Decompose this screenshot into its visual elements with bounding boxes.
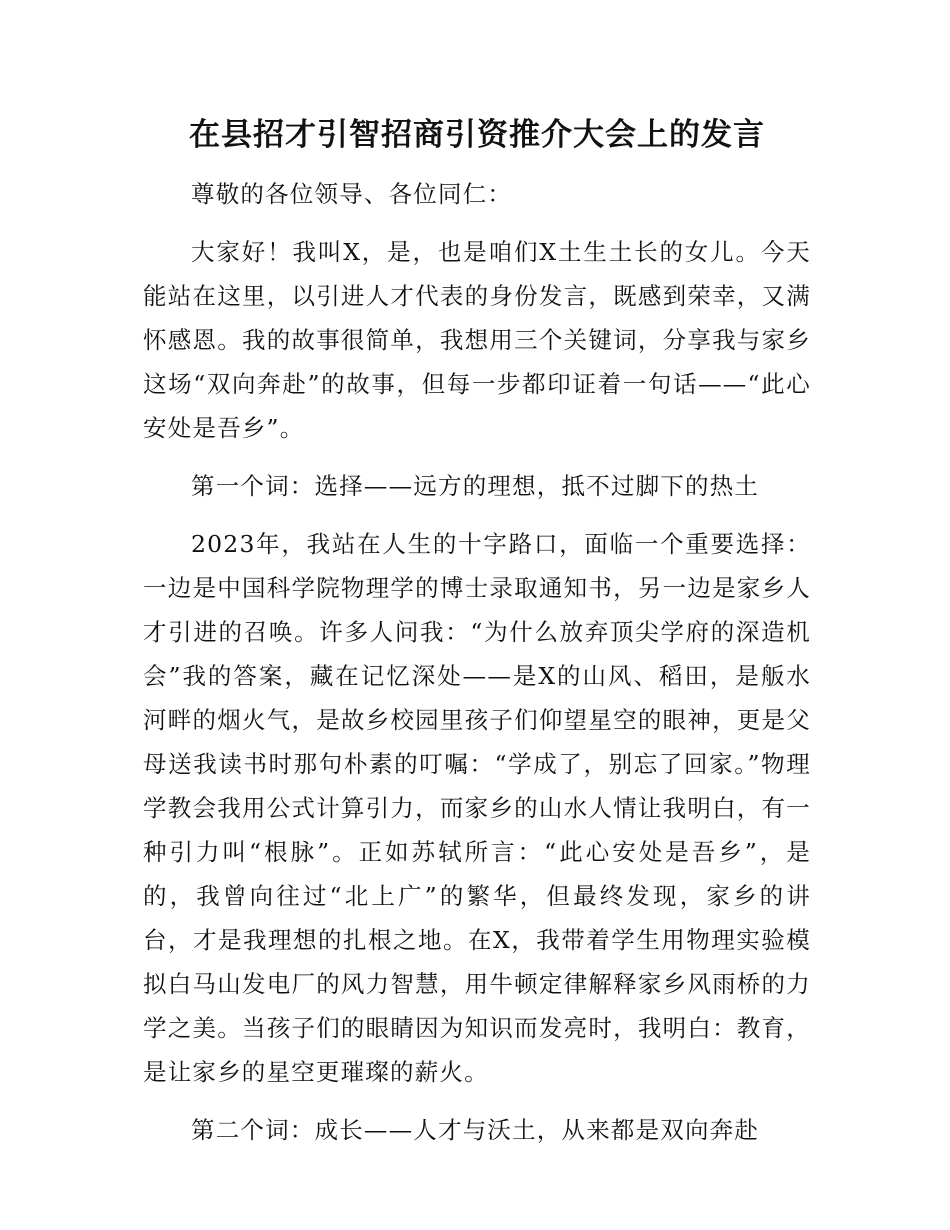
section-heading-1: 第一个词：选择——远方的理想，抵不过脚下的热土 bbox=[191, 472, 760, 500]
body-paragraph-1: 2023年，我站在人生的十字路口，面临一个重要选择：一边是中国科学院物理学的博士录取通知书，另一边是家乡人才引进的召唤。许多人问我：“为什么放弃顶尖学府的深造机会”我的答案，藏在记忆深处——是X的山风、稻田，是舨水河畔的烟火气，是故乡校园里孩子们仰望星空的眼神，更是父母送我读书时那句朴素的叮嘱：“学成了，别忘了回家。”物理学教会我用公式计算引力，而家乡的山水人情让我明白，有一种引力叫“根脉”。正如苏轼所言：“此心安处是吾乡”，是的，我曾向往过“北上广”的繁华，但最终发现，家乡的讲台，才是我理想的扎根之地。在X，我带着学生用物理实验模拟白马山发电厂的风力智慧，用牛顿定律解释家乡风雨桥的力学之美。当孩子们的眼睛因为知识而发亮时，我明白：教育，是让家乡的星空更璀璨的薪火。 bbox=[143, 530, 811, 1086]
salutation: 尊敬的各位领导、各位同仁： bbox=[191, 180, 513, 208]
section-heading-2: 第二个词：成长——人才与沃土，从来都是双向奔赴 bbox=[191, 1116, 760, 1144]
document-page bbox=[143, 112, 811, 1166]
intro-paragraph: 大家好！我叫X，是，也是咱们X土生土长的女儿。今天能站在这里，以引进人才代表的身份发言，既感到荣幸，又满怀感恩。我的故事很简单，我想用三个关键词，分享我与家乡这场“双向奔赴”的故事，但每一步都印证着一句话——“此心安处是吾乡”。 bbox=[143, 238, 811, 442]
document-title: 在县招才引智招商引资推介大会上的发言 bbox=[189, 117, 765, 153]
